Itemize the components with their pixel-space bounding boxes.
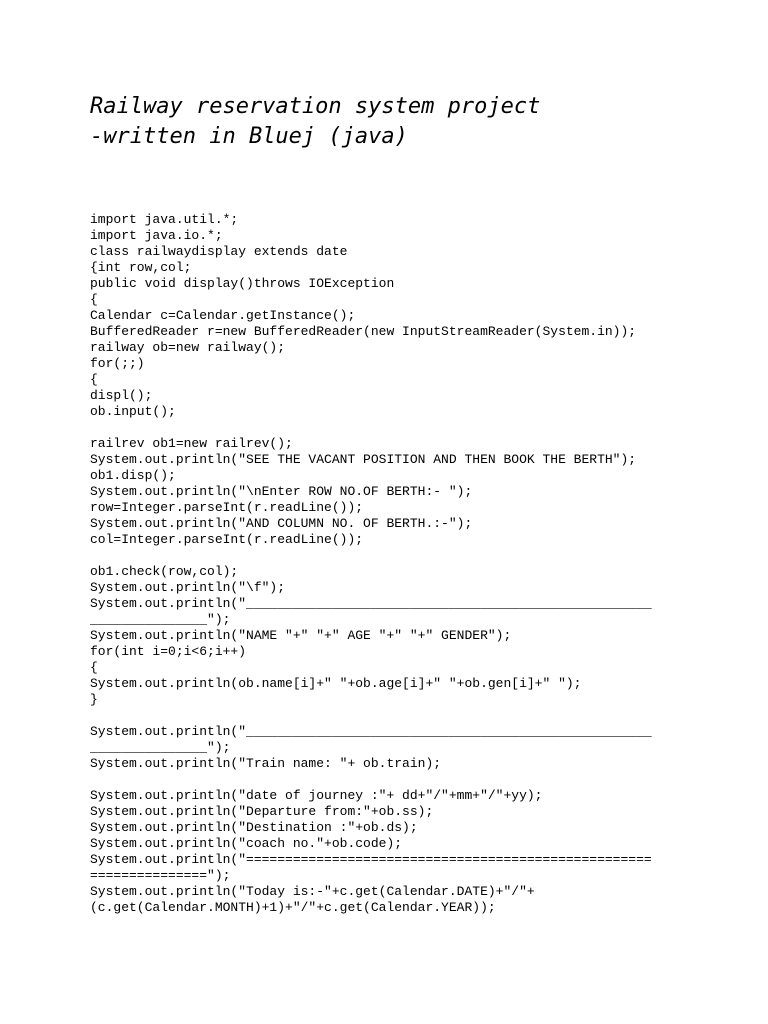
code-line: System.out.println("____________________________________________________ — [90, 724, 652, 739]
code-line: _______________"); — [90, 740, 231, 755]
code-line: for(;;) — [90, 356, 145, 371]
document-title — [90, 92, 540, 152]
code-line — [90, 772, 652, 788]
code-line: col=Integer.parseInt(r.readLine()); — [90, 532, 364, 547]
code-line: _______________"); — [90, 612, 231, 627]
code-line: System.out.println("____________________________________________________ — [90, 596, 652, 611]
code-line: { — [90, 660, 98, 675]
code-line: System.out.println("==================================================== — [90, 852, 652, 867]
code-line: System.out.println("coach no."+ob.code); — [90, 836, 403, 851]
code-line: public void display()throws IOException — [90, 276, 395, 291]
code-line: ==============="); — [90, 868, 231, 883]
code-line: System.out.println("AND COLUMN NO. OF BERTH.:-"); — [90, 516, 473, 531]
code-line: System.out.println("\nEnter ROW NO.OF BERTH:- "); — [90, 484, 473, 499]
code-line: { — [90, 372, 98, 387]
code-line: System.out.println("Destination :"+ob.ds); — [90, 820, 418, 835]
code-line: row=Integer.parseInt(r.readLine()); — [90, 500, 364, 515]
code-line — [90, 708, 652, 724]
code-line: (c.get(Calendar.MONTH)+1)+"/"+c.get(Calendar.YEAR)); — [90, 900, 496, 915]
code-line: System.out.println("SEE THE VACANT POSITION AND THEN BOOK THE BERTH"); — [90, 452, 637, 467]
code-line: railrev ob1=new railrev(); — [90, 436, 293, 451]
code-line: {int row,col; — [90, 260, 192, 275]
code-line: ob1.check(row,col); — [90, 564, 239, 579]
code-line: railway ob=new railway(); — [90, 340, 286, 355]
code-line: System.out.println("Today is:-"+c.get(Calendar.DATE)+"/"+ — [90, 884, 535, 899]
code-line: for(int i=0;i<6;i++) — [90, 644, 247, 659]
title-line-1: Railway reservation system project — [90, 94, 541, 119]
code-line: } — [90, 692, 98, 707]
code-line: System.out.println("Train name: "+ ob.train); — [90, 756, 442, 771]
code-line: System.out.println("Departure from:"+ob.ss); — [90, 804, 434, 819]
code-line: import java.util.*; — [90, 212, 239, 227]
code-line: ob1.disp(); — [90, 468, 176, 483]
code-line: System.out.println(ob.name[i]+" "+ob.age[i]+" "+ob.gen[i]+" "); — [90, 676, 582, 691]
code-listing — [90, 212, 652, 916]
code-line: displ(); — [90, 388, 153, 403]
code-line: System.out.println("date of journey :"+ dd+"/"+mm+"/"+yy); — [90, 788, 543, 803]
code-line: System.out.println("\f"); — [90, 580, 286, 595]
code-line — [90, 548, 652, 564]
code-line: Calendar c=Calendar.getInstance(); — [90, 308, 356, 323]
code-line: class railwaydisplay extends date — [90, 244, 348, 259]
code-line: System.out.println("NAME "+" "+" AGE "+" "+" GENDER"); — [90, 628, 512, 643]
title-line-2: -written in Bluej (java) — [90, 124, 408, 149]
code-line: BufferedReader r=new BufferedReader(new InputStreamReader(System.in)); — [90, 324, 637, 339]
code-line — [90, 420, 652, 436]
code-line: { — [90, 292, 98, 307]
code-line: ob.input(); — [90, 404, 176, 419]
code-line: import java.io.*; — [90, 228, 223, 243]
